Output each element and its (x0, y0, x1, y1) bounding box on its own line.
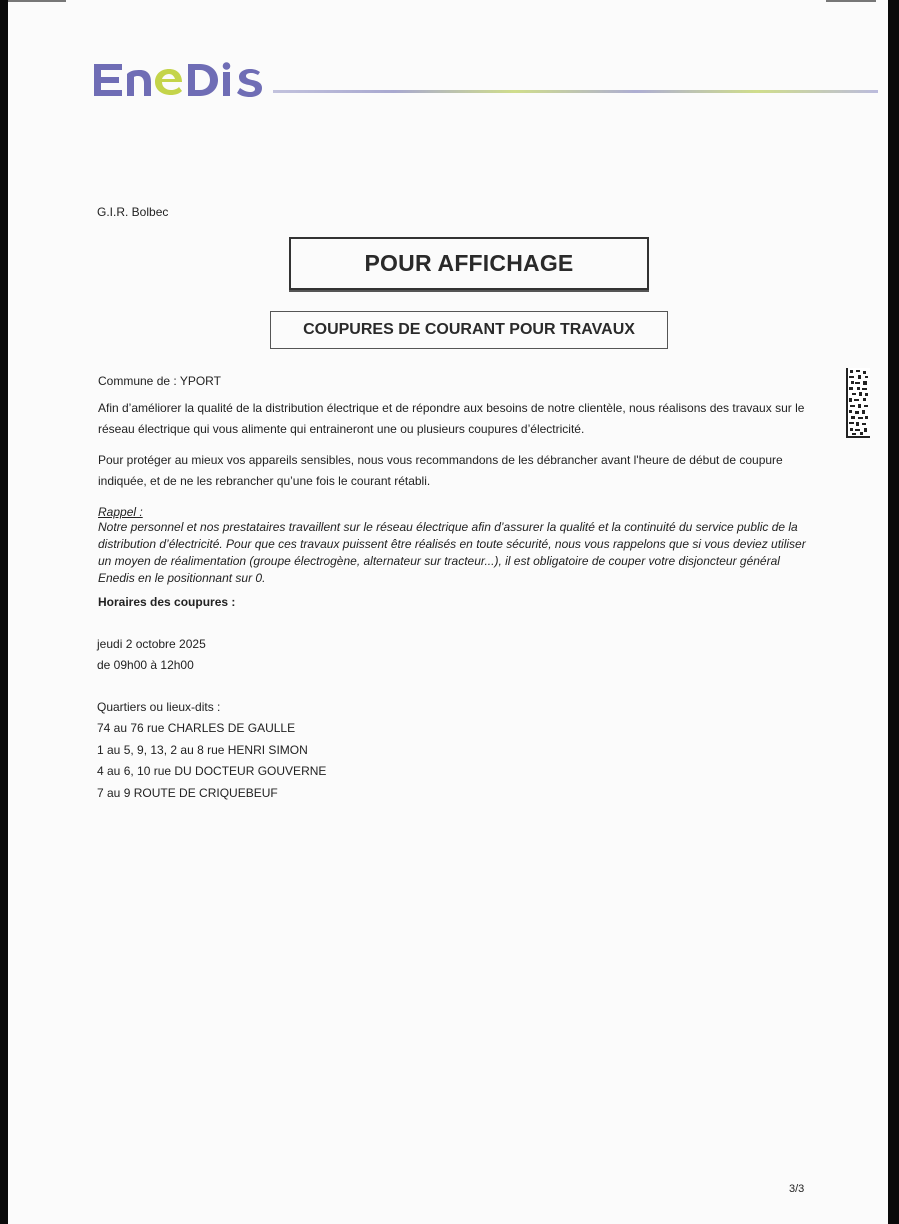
advice-paragraph: Pour protéger au mieux vos appareils sensibles, nous vous recommandons de les débrancher avant l'heure de début de coupure indiquée, et de ne les rebrancher qu’une fois le courant rétabli. (98, 453, 783, 488)
location-item: 7 au 9 ROUTE DE CRIQUEBEUF (97, 786, 278, 800)
document-page (8, 0, 888, 1224)
main-title: POUR AFFICHAGE (364, 250, 574, 276)
scan-edge-mark (8, 0, 66, 2)
reminder-heading: Rappel : (98, 505, 143, 519)
commune-label: Commune de : YPORT (98, 374, 221, 388)
location-item: 1 au 5, 9, 13, 2 au 8 rue HENRI SIMON (97, 743, 308, 757)
main-title-box (289, 237, 649, 290)
locations-heading: Quartiers ou lieux-dits : (97, 700, 221, 714)
location-item: 4 au 6, 10 rue DU DOCTEUR GOUVERNE (97, 764, 327, 778)
schedule-heading: Horaires des coupures : (98, 595, 236, 609)
subtitle: COUPURES DE COURANT POUR TRAVAUX (303, 321, 635, 338)
location-item: 74 au 76 rue CHARLES DE GAULLE (97, 721, 296, 735)
page-number: 3/3 (789, 1183, 805, 1195)
datamatrix-code-icon (846, 368, 870, 438)
intro-paragraph: Afin d’améliorer la qualité de la distribution électrique et de répondre aux besoins de notre clientèle, nous réalisons des travaux sur le réseau électrique qui vous alimente qui entraineront une ou plusieurs coupures d’électricité. (98, 401, 805, 436)
reminder-text: Notre personnel et nos prestataires travaillent sur le réseau électrique afin d’assurer la qualité et la continuité du service public de la distribution d’électricité. Pour que ces travaux puissent être réalisés en toute sécurité, nous vous rappelons que si vous deviez utiliser un moyen de réalimentation (groupe électrogène, alternateur sur tracteur...), il est obligatoire de couper votre disjoncteur général Enedis en le positionnant sur 0. (98, 520, 806, 585)
enedis-logo (92, 58, 272, 102)
outage-hours: de 09h00 à 12h00 (97, 658, 194, 672)
subtitle-box (270, 311, 668, 349)
header-rule (273, 90, 878, 93)
outage-date: jeudi 2 octobre 2025 (97, 637, 206, 651)
scan-edge-mark (826, 0, 876, 2)
sender-label: G.I.R. Bolbec (97, 205, 169, 219)
